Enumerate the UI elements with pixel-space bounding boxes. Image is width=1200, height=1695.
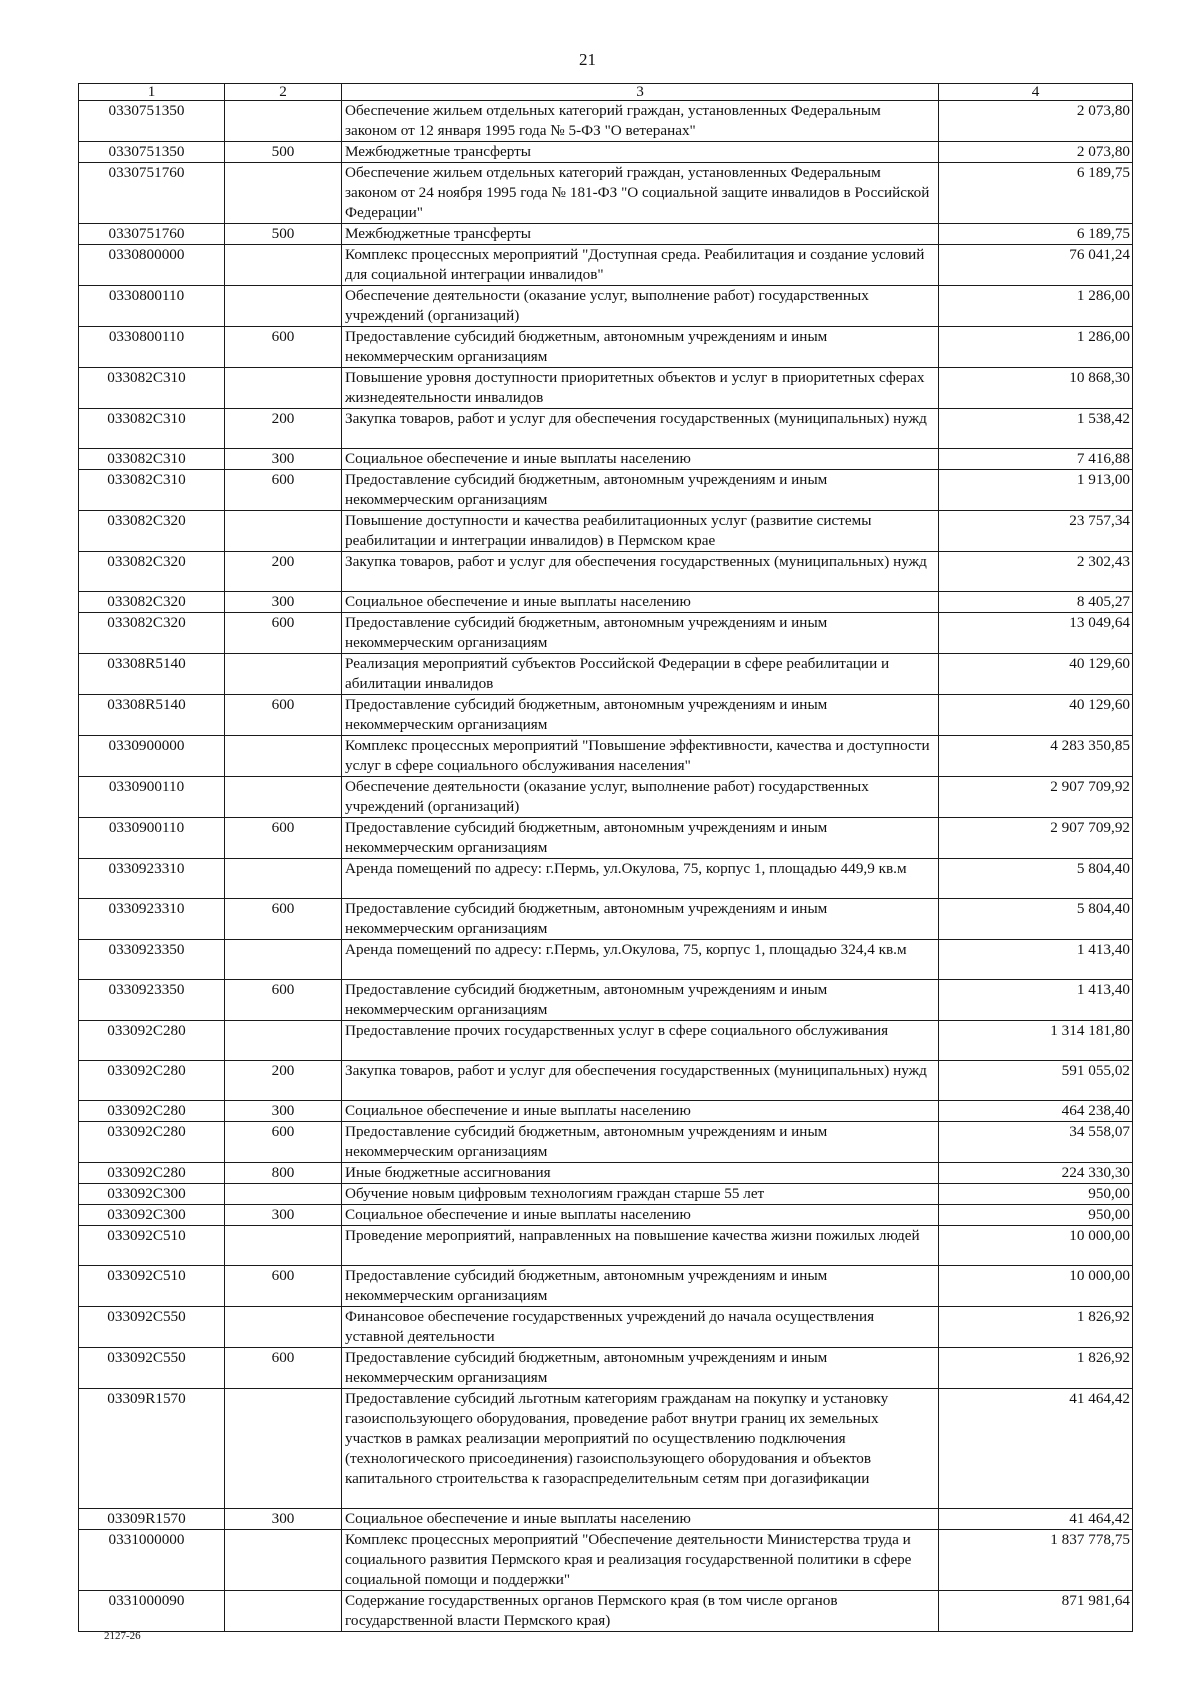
expense-type-cell: 800 (225, 1163, 342, 1184)
table-row (79, 327, 1133, 368)
amount-cell: 2 907 709,92 (939, 818, 1133, 859)
amount-cell: 13 049,64 (939, 613, 1133, 654)
table-row (79, 980, 1133, 1021)
table-row (79, 1226, 1133, 1266)
target-code-cell: 033082С320 (79, 552, 225, 592)
amount-cell: 224 330,30 (939, 1163, 1133, 1184)
expense-type-cell (225, 736, 342, 777)
amount-cell: 871 981,64 (939, 1591, 1133, 1632)
item-name-cell: Межбюджетные трансферты (342, 142, 939, 163)
target-code-cell: 033092С300 (79, 1205, 225, 1226)
table-row (79, 286, 1133, 327)
amount-cell: 6 189,75 (939, 224, 1133, 245)
amount-cell: 1 826,92 (939, 1307, 1133, 1348)
item-name-cell: Аренда помещений по адресу: г.Пермь, ул.Окулова, 75, корпус 1, площадью 324,4 кв.м (342, 940, 939, 980)
amount-cell: 76 041,24 (939, 245, 1133, 286)
item-name-cell: Финансовое обеспечение государственных учреждений до начала осуществления уставной деятельности (342, 1307, 939, 1348)
expense-type-cell (225, 286, 342, 327)
table-row (79, 859, 1133, 899)
item-name-cell: Комплекс процессных мероприятий "Доступная среда. Реабилитация и создание условий для социальной интеграции инвалидов" (342, 245, 939, 286)
item-name-cell: Межбюджетные трансферты (342, 224, 939, 245)
amount-cell: 8 405,27 (939, 592, 1133, 613)
expense-type-cell (225, 163, 342, 224)
item-name-cell: Предоставление субсидий бюджетным, автономным учреждениям и иным некоммерческим организациям (342, 695, 939, 736)
table-row (79, 511, 1133, 552)
target-code-cell: 0331000000 (79, 1530, 225, 1591)
target-code-cell: 033092С280 (79, 1101, 225, 1122)
table-row (79, 1184, 1133, 1205)
expense-type-cell: 600 (225, 695, 342, 736)
table-row (79, 613, 1133, 654)
expense-type-cell (225, 245, 342, 286)
expense-type-cell: 300 (225, 1509, 342, 1530)
table-row (79, 777, 1133, 818)
expense-type-cell: 600 (225, 1266, 342, 1307)
table-row (79, 736, 1133, 777)
expense-type-cell: 600 (225, 613, 342, 654)
target-code-cell: 033092С550 (79, 1348, 225, 1389)
item-name-cell: Проведение мероприятий, направленных на повышение качества жизни пожилых людей (342, 1226, 939, 1266)
target-code-cell: 0330751760 (79, 224, 225, 245)
item-name-cell: Предоставление субсидий бюджетным, автономным учреждениям и иным некоммерческим организациям (342, 1266, 939, 1307)
table-body (79, 101, 1133, 1632)
item-name-cell: Предоставление субсидий бюджетным, автономным учреждениям и иным некоммерческим организациям (342, 1122, 939, 1163)
amount-cell: 2 907 709,92 (939, 777, 1133, 818)
amount-cell: 41 464,42 (939, 1509, 1133, 1530)
item-name-cell: Предоставление субсидий бюджетным, автономным учреждениям и иным некоммерческим организациям (342, 980, 939, 1021)
table-row (79, 695, 1133, 736)
target-code-cell: 033082С320 (79, 511, 225, 552)
target-code-cell: 033082С310 (79, 368, 225, 409)
table-row (79, 654, 1133, 695)
expense-type-cell: 500 (225, 142, 342, 163)
amount-cell: 10 000,00 (939, 1266, 1133, 1307)
target-code-cell: 0330751350 (79, 142, 225, 163)
table-row (79, 1163, 1133, 1184)
amount-cell: 464 238,40 (939, 1101, 1133, 1122)
expense-type-cell (225, 940, 342, 980)
table-row (79, 1591, 1133, 1632)
target-code-cell: 03308R5140 (79, 695, 225, 736)
amount-cell: 950,00 (939, 1205, 1133, 1226)
expense-type-cell: 300 (225, 592, 342, 613)
expense-type-cell (225, 1307, 342, 1348)
target-code-cell: 03309R1570 (79, 1509, 225, 1530)
target-code-cell: 033092С510 (79, 1266, 225, 1307)
expense-type-cell (225, 1530, 342, 1591)
target-code-cell: 0330900000 (79, 736, 225, 777)
target-code-cell: 0330800110 (79, 286, 225, 327)
target-code-cell: 03308R5140 (79, 654, 225, 695)
table-row (79, 449, 1133, 470)
table-row (79, 1122, 1133, 1163)
item-name-cell: Предоставление субсидий бюджетным, автономным учреждениям и иным некоммерческим организациям (342, 613, 939, 654)
amount-cell: 7 416,88 (939, 449, 1133, 470)
item-name-cell: Социальное обеспечение и иные выплаты населению (342, 1101, 939, 1122)
expense-type-cell: 300 (225, 1101, 342, 1122)
table-row (79, 1021, 1133, 1061)
table-header-row (79, 84, 1133, 101)
table-row (79, 1348, 1133, 1389)
table-row (79, 1061, 1133, 1101)
item-name-cell: Предоставление субсидий бюджетным, автономным учреждениям и иным некоммерческим организациям (342, 470, 939, 511)
target-code-cell: 033082С320 (79, 613, 225, 654)
item-name-cell: Повышение уровня доступности приоритетных объектов и услуг в приоритетных сферах жизнедеятельности инвалидов (342, 368, 939, 409)
expense-type-cell (225, 654, 342, 695)
amount-cell: 1 286,00 (939, 286, 1133, 327)
header-col-4: 4 (939, 84, 1133, 101)
amount-cell: 40 129,60 (939, 654, 1133, 695)
target-code-cell: 033092С550 (79, 1307, 225, 1348)
expense-type-cell: 300 (225, 449, 342, 470)
item-name-cell: Обеспечение жильем отдельных категорий граждан, установленных Федеральным законом от 12 января 1995 года № 5-ФЗ "О ветеранах" (342, 101, 939, 142)
amount-cell: 1 837 778,75 (939, 1530, 1133, 1591)
amount-cell: 591 055,02 (939, 1061, 1133, 1101)
amount-cell: 1 286,00 (939, 327, 1133, 368)
expense-type-cell (225, 511, 342, 552)
item-name-cell: Предоставление субсидий бюджетным, автономным учреждениям и иным некоммерческим организациям (342, 1348, 939, 1389)
table-row (79, 1530, 1133, 1591)
expense-type-cell: 600 (225, 327, 342, 368)
target-code-cell: 033082С320 (79, 592, 225, 613)
expense-type-cell (225, 368, 342, 409)
item-name-cell: Аренда помещений по адресу: г.Пермь, ул.Окулова, 75, корпус 1, площадью 449,9 кв.м (342, 859, 939, 899)
amount-cell: 2 073,80 (939, 101, 1133, 142)
target-code-cell: 0330923350 (79, 980, 225, 1021)
target-code-cell: 03309R1570 (79, 1389, 225, 1509)
amount-cell: 6 189,75 (939, 163, 1133, 224)
expense-type-cell: 500 (225, 224, 342, 245)
item-name-cell: Обучение новым цифровым технологиям граждан старше 55 лет (342, 1184, 939, 1205)
expense-type-cell: 200 (225, 409, 342, 449)
target-code-cell: 0330900110 (79, 818, 225, 859)
item-name-cell: Реализация мероприятий субъектов Российской Федерации в сфере реабилитации и абилитации инвалидов (342, 654, 939, 695)
table-row (79, 245, 1133, 286)
table-row (79, 1389, 1133, 1509)
expense-type-cell (225, 1021, 342, 1061)
item-name-cell: Социальное обеспечение и иные выплаты населению (342, 1205, 939, 1226)
amount-cell: 5 804,40 (939, 859, 1133, 899)
amount-cell: 1 913,00 (939, 470, 1133, 511)
table-row (79, 1205, 1133, 1226)
item-name-cell: Комплекс процессных мероприятий "Обеспечение деятельности Министерства труда и социального развития Пермского края и реализация государственной политики в сфере социальной помощи и поддержки" (342, 1530, 939, 1591)
target-code-cell: 033092С280 (79, 1163, 225, 1184)
expense-type-cell (225, 777, 342, 818)
item-name-cell: Обеспечение деятельности (оказание услуг, выполнение работ) государственных учреждений (организаций) (342, 286, 939, 327)
expense-type-cell: 600 (225, 1348, 342, 1389)
table-row (79, 224, 1133, 245)
header-col-2: 2 (225, 84, 342, 101)
amount-cell: 2 302,43 (939, 552, 1133, 592)
item-name-cell: Предоставление субсидий бюджетным, автономным учреждениям и иным некоммерческим организациям (342, 899, 939, 940)
header-col-1: 1 (79, 84, 225, 101)
table-row (79, 1307, 1133, 1348)
expense-type-cell: 200 (225, 552, 342, 592)
amount-cell: 40 129,60 (939, 695, 1133, 736)
expense-type-cell: 600 (225, 1122, 342, 1163)
table-row (79, 552, 1133, 592)
table-row (79, 142, 1133, 163)
table-row (79, 163, 1133, 224)
expense-type-cell (225, 1389, 342, 1509)
item-name-cell: Социальное обеспечение и иные выплаты населению (342, 1509, 939, 1530)
table-row (79, 1509, 1133, 1530)
target-code-cell: 0330800000 (79, 245, 225, 286)
amount-cell: 950,00 (939, 1184, 1133, 1205)
expense-type-cell: 200 (225, 1061, 342, 1101)
amount-cell: 1 413,40 (939, 980, 1133, 1021)
item-name-cell: Закупка товаров, работ и услуг для обеспечения государственных (муниципальных) нужд (342, 1061, 939, 1101)
target-code-cell: 0330751350 (79, 101, 225, 142)
table-row (79, 1101, 1133, 1122)
target-code-cell: 0330751760 (79, 163, 225, 224)
expense-type-cell: 300 (225, 1205, 342, 1226)
item-name-cell: Повышение доступности и качества реабилитационных услуг (развитие системы реабилитации и интеграции инвалидов) в Пермском крае (342, 511, 939, 552)
table-row (79, 592, 1133, 613)
target-code-cell: 033082С310 (79, 449, 225, 470)
table-row (79, 368, 1133, 409)
item-name-cell: Предоставление субсидий бюджетным, автономным учреждениям и иным некоммерческим организациям (342, 327, 939, 368)
target-code-cell: 033092С280 (79, 1061, 225, 1101)
item-name-cell: Социальное обеспечение и иные выплаты населению (342, 449, 939, 470)
target-code-cell: 033082С310 (79, 470, 225, 511)
amount-cell: 4 283 350,85 (939, 736, 1133, 777)
item-name-cell: Предоставление прочих государственных услуг в сфере социального обслуживания (342, 1021, 939, 1061)
item-name-cell: Закупка товаров, работ и услуг для обеспечения государственных (муниципальных) нужд (342, 552, 939, 592)
expense-type-cell: 600 (225, 470, 342, 511)
budget-table (78, 83, 1133, 1632)
item-name-cell: Обеспечение жильем отдельных категорий граждан, установленных Федеральным законом от 24 ноября 1995 года № 181-ФЗ "О социальной защите инвалидов в Российской Федерации" (342, 163, 939, 224)
expense-type-cell (225, 101, 342, 142)
expense-type-cell: 600 (225, 980, 342, 1021)
page-number: 21 (579, 50, 596, 69)
header-col-3: 3 (342, 84, 939, 101)
target-code-cell: 0330923310 (79, 899, 225, 940)
expense-type-cell (225, 1591, 342, 1632)
item-name-cell: Социальное обеспечение и иные выплаты населению (342, 592, 939, 613)
table-row (79, 470, 1133, 511)
expense-type-cell: 600 (225, 899, 342, 940)
item-name-cell: Закупка товаров, работ и услуг для обеспечения государственных (муниципальных) нужд (342, 409, 939, 449)
target-code-cell: 033082С310 (79, 409, 225, 449)
amount-cell: 1 413,40 (939, 940, 1133, 980)
document-footer-code: 2127-26 (104, 1630, 141, 1642)
target-code-cell: 0331000090 (79, 1591, 225, 1632)
amount-cell: 41 464,42 (939, 1389, 1133, 1509)
target-code-cell: 0330900110 (79, 777, 225, 818)
target-code-cell: 033092С280 (79, 1122, 225, 1163)
table-row (79, 409, 1133, 449)
amount-cell: 1 826,92 (939, 1348, 1133, 1389)
target-code-cell: 033092С300 (79, 1184, 225, 1205)
item-name-cell: Обеспечение деятельности (оказание услуг, выполнение работ) государственных учреждений (организаций) (342, 777, 939, 818)
amount-cell: 10 000,00 (939, 1226, 1133, 1266)
amount-cell: 1 314 181,80 (939, 1021, 1133, 1061)
target-code-cell: 0330923350 (79, 940, 225, 980)
amount-cell: 23 757,34 (939, 511, 1133, 552)
item-name-cell: Комплекс процессных мероприятий "Повышение эффективности, качества и доступности услуг в сфере социального обслуживания населения" (342, 736, 939, 777)
item-name-cell: Предоставление субсидий льготным категориям гражданам на покупку и установку газоиспользующего оборудования, проведение работ внутри границ их земельных участков в рамках реализации мероприятий по осуществлению подключения (технологического присоединения) газоиспользующего оборудования и объектов капитального строительства к газораспределительным сетям при догазификации (342, 1389, 939, 1509)
expense-type-cell (225, 1226, 342, 1266)
target-code-cell: 033092С280 (79, 1021, 225, 1061)
table-row (79, 1266, 1133, 1307)
table-row (79, 101, 1133, 142)
table-row (79, 899, 1133, 940)
amount-cell: 1 538,42 (939, 409, 1133, 449)
expense-type-cell: 600 (225, 818, 342, 859)
amount-cell: 34 558,07 (939, 1122, 1133, 1163)
amount-cell: 10 868,30 (939, 368, 1133, 409)
target-code-cell: 033092С510 (79, 1226, 225, 1266)
table-row (79, 818, 1133, 859)
item-name-cell: Иные бюджетные ассигнования (342, 1163, 939, 1184)
item-name-cell: Содержание государственных органов Пермского края (в том числе органов государственной власти Пермского края) (342, 1591, 939, 1632)
target-code-cell: 0330923310 (79, 859, 225, 899)
amount-cell: 5 804,40 (939, 899, 1133, 940)
table-row (79, 940, 1133, 980)
expense-type-cell (225, 859, 342, 899)
target-code-cell: 0330800110 (79, 327, 225, 368)
amount-cell: 2 073,80 (939, 142, 1133, 163)
item-name-cell: Предоставление субсидий бюджетным, автономным учреждениям и иным некоммерческим организациям (342, 818, 939, 859)
expense-type-cell (225, 1184, 342, 1205)
